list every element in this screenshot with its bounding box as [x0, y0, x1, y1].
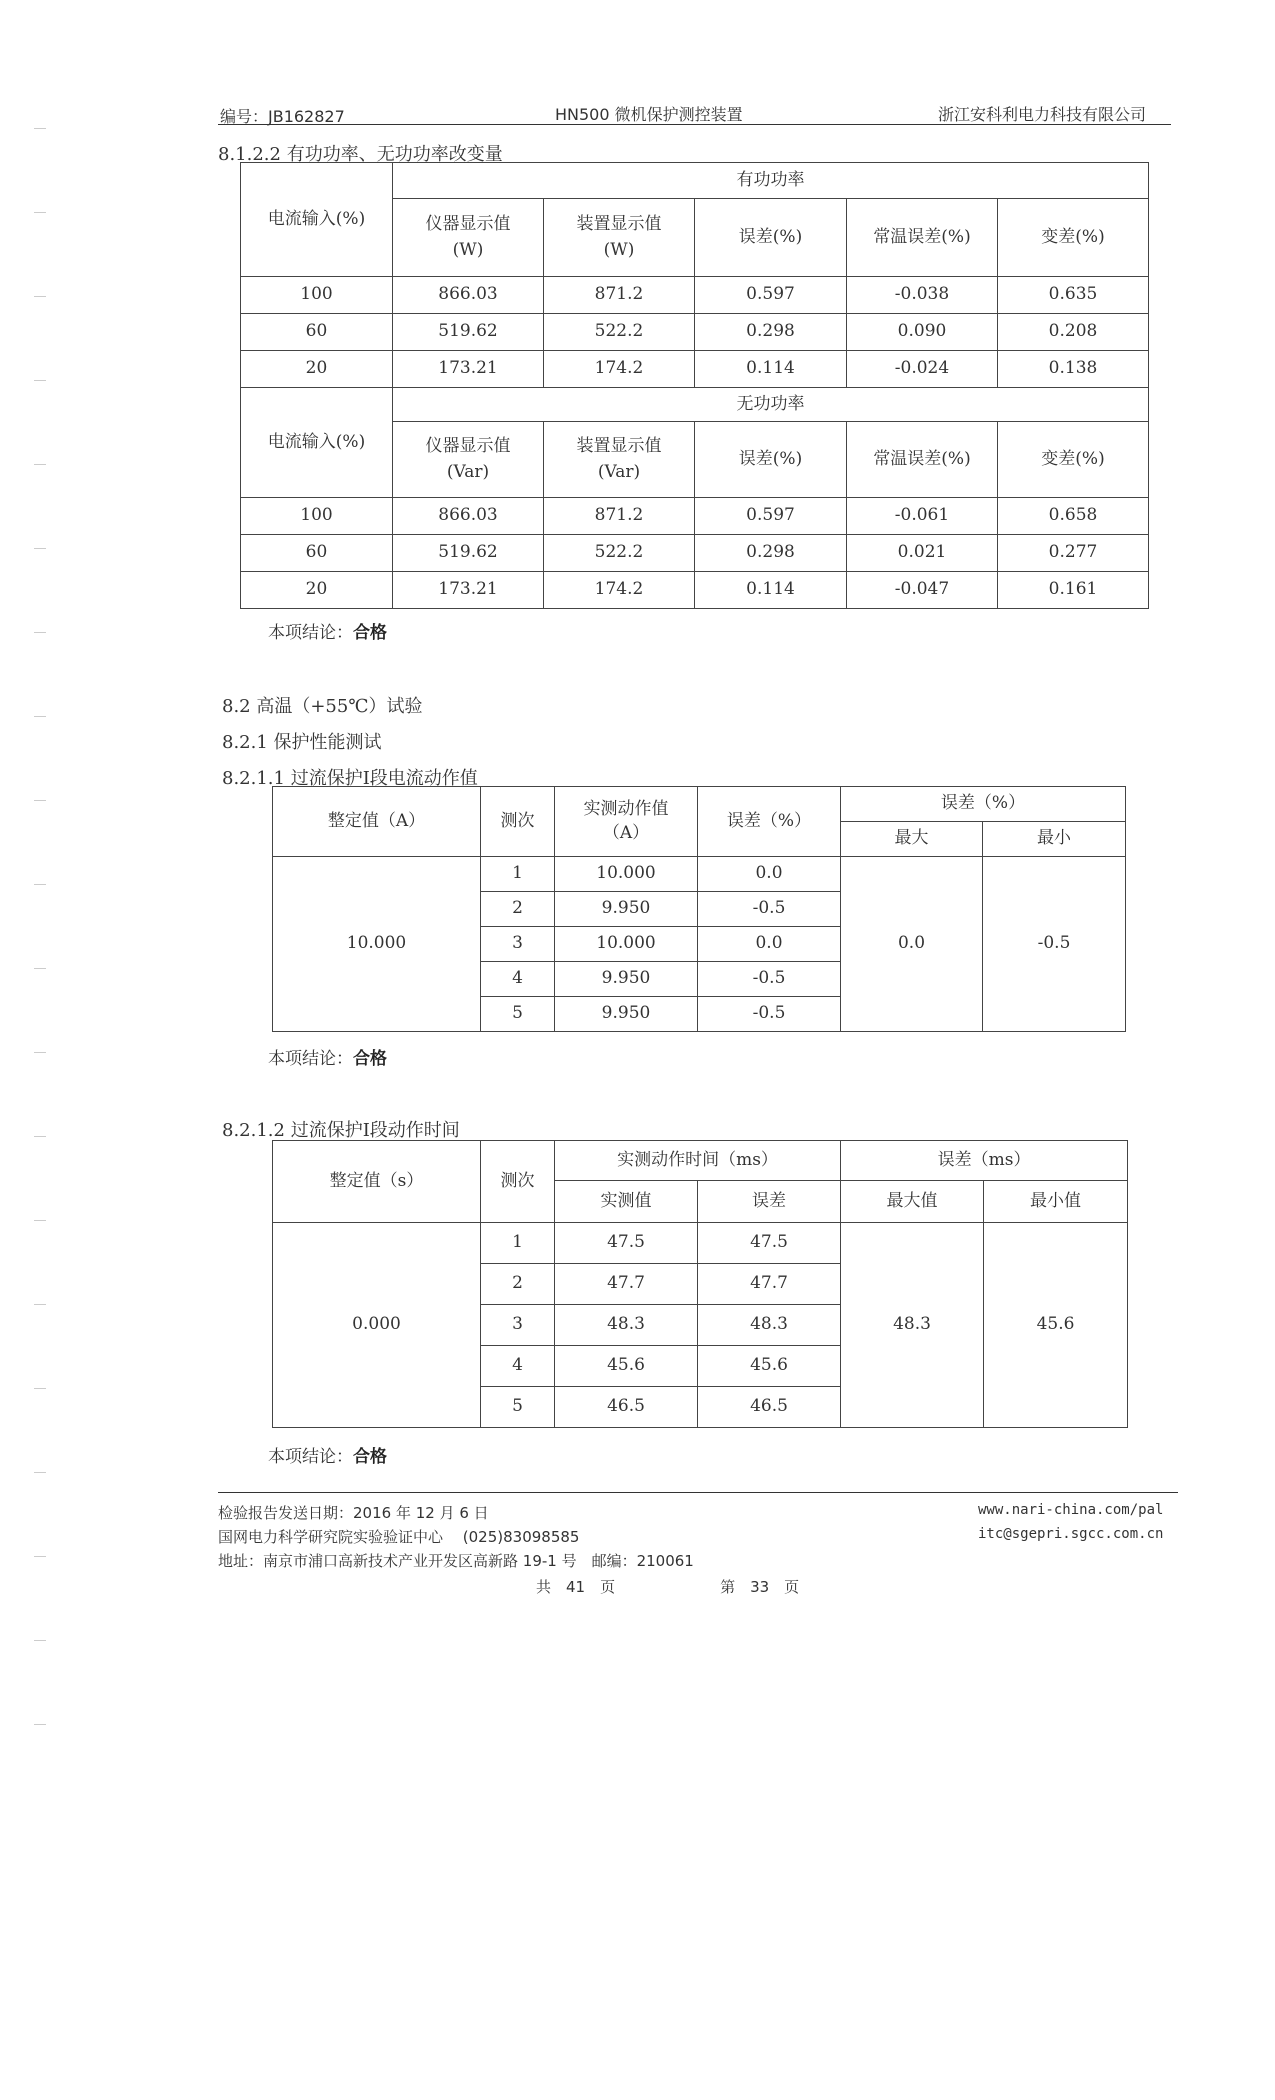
table-cell: 10.000 [555, 857, 698, 892]
table-cell: 0.277 [998, 535, 1149, 572]
scan-mark [34, 548, 46, 549]
section-title-8211: 8.2.1.1 过流保护Ⅰ段电流动作值 [222, 768, 478, 789]
table-cell: 0.597 [695, 277, 847, 314]
header-error-group: 误差（%） [841, 787, 1126, 822]
scan-mark [34, 632, 46, 633]
scan-mark [34, 1136, 46, 1137]
table-cell: 519.62 [393, 314, 544, 351]
header-max: 最大 [841, 822, 983, 857]
conclusion-value: 合格 [353, 1049, 387, 1069]
scan-mark [34, 1388, 46, 1389]
header-setting: 整定值（A） [273, 787, 481, 857]
scan-mark [34, 800, 46, 801]
table-cell: -0.038 [847, 277, 998, 314]
company-name: 浙江安科利电力科技有限公司 [938, 105, 1147, 124]
table-cell: 866.03 [393, 277, 544, 314]
section-title-821: 8.2.1 保护性能测试 [222, 732, 382, 753]
footer-address: 地址：南京市浦口高新技术产业开发区高新路 19-1 号 邮编：210061 [218, 1552, 694, 1570]
section-title-8122: 8.1.2.2 有功功率、无功功率改变量 [218, 144, 503, 165]
conclusion-label: 本项结论： [268, 623, 353, 643]
scan-mark [34, 128, 46, 129]
header-error: 误差(%) [695, 199, 847, 277]
table-cell: 522.2 [544, 314, 695, 351]
setting-value: 0.000 [273, 1223, 481, 1428]
table-cell: 2 [481, 1264, 555, 1305]
header-error: 误差(%) [695, 422, 847, 498]
conclusion-8122 [268, 618, 387, 643]
table-cell: 9.950 [555, 962, 698, 997]
table-cell: 0.021 [847, 535, 998, 572]
table-cell: 0.161 [998, 572, 1149, 609]
table-cell: 9.950 [555, 892, 698, 927]
header-trial: 测次 [481, 1141, 555, 1223]
table-cell: 871.2 [544, 498, 695, 535]
header-error: 误差（%） [698, 787, 841, 857]
header-max: 最大值 [841, 1181, 984, 1223]
table-cell: 20 [241, 572, 393, 609]
scan-mark [34, 296, 46, 297]
table-cell: -0.5 [698, 962, 841, 997]
scan-mark [34, 1304, 46, 1305]
header-setting: 整定值（s） [273, 1141, 481, 1223]
table-cell: 100 [241, 498, 393, 535]
header-trial: 测次 [481, 787, 555, 857]
table-cell: 0.298 [695, 535, 847, 572]
scan-mark [34, 1052, 46, 1053]
table-cell: 45.6 [555, 1346, 698, 1387]
overcurrent-time-table [272, 1140, 1128, 1428]
section-title-82: 8.2 高温（+55℃）试验 [222, 696, 423, 717]
table-cell: -0.061 [847, 498, 998, 535]
table-cell: -0.5 [698, 997, 841, 1032]
table-cell: 0.0 [698, 857, 841, 892]
table-cell: 46.5 [698, 1387, 841, 1428]
scan-mark [34, 884, 46, 885]
table-cell: 100 [241, 277, 393, 314]
table-cell: 1 [481, 1223, 555, 1264]
header-error-group: 误差（ms） [841, 1141, 1128, 1181]
scan-mark [34, 1640, 46, 1641]
footer-web: www.nari-china.com/pal [978, 1502, 1164, 1518]
table-cell: 47.7 [555, 1264, 698, 1305]
table-cell: 0.597 [695, 498, 847, 535]
table-cell: 0.0 [698, 927, 841, 962]
min-error-value: -0.5 [983, 857, 1126, 1032]
header-min: 最小 [983, 822, 1126, 857]
table-cell: 174.2 [544, 351, 695, 388]
table-cell: -0.024 [847, 351, 998, 388]
table-cell: 871.2 [544, 277, 695, 314]
footer-date: 检验报告发送日期：2016 年 12 月 6 日 [218, 1504, 489, 1522]
scan-mark [34, 1556, 46, 1557]
table-cell: 48.3 [555, 1305, 698, 1346]
table-cell: 519.62 [393, 535, 544, 572]
conclusion-value: 合格 [353, 1447, 387, 1467]
scan-mark [34, 1472, 46, 1473]
max-error-value: 0.0 [841, 857, 983, 1032]
table-cell: -0.5 [698, 892, 841, 927]
table-cell: 60 [241, 314, 393, 351]
header-variation: 变差(%) [998, 422, 1149, 498]
table-cell: 47.7 [698, 1264, 841, 1305]
header-instrument-value: 仪器显示值 (W) [393, 199, 544, 277]
table-cell: 173.21 [393, 351, 544, 388]
scan-mark [34, 380, 46, 381]
footer-pages: 共 41 页 第 33 页 [536, 1578, 800, 1596]
table-cell: 45.6 [698, 1346, 841, 1387]
table-cell: 3 [481, 1305, 555, 1346]
header-device-value: 装置显示值 (Var) [544, 422, 695, 498]
table-cell: 47.5 [698, 1223, 841, 1264]
header-current-input: 电流输入(%) [241, 388, 393, 498]
table-cell: 2 [481, 892, 555, 927]
table-cell: 174.2 [544, 572, 695, 609]
header-instrument-value: 仪器显示值 (Var) [393, 422, 544, 498]
power-change-table [240, 162, 1149, 609]
setting-value: 10.000 [273, 857, 481, 1032]
table-cell: 60 [241, 535, 393, 572]
table-cell: 48.3 [698, 1305, 841, 1346]
table-cell: 20 [241, 351, 393, 388]
scan-mark [34, 1724, 46, 1725]
table-cell: 522.2 [544, 535, 695, 572]
footer-email: itc@sgepri.sgcc.com.cn [978, 1526, 1164, 1542]
conclusion-value: 合格 [353, 623, 387, 643]
header-variation: 变差(%) [998, 199, 1149, 277]
table-cell: 47.5 [555, 1223, 698, 1264]
header-measured: 实测动作值 （A） [555, 787, 698, 857]
table-cell: 0.090 [847, 314, 998, 351]
table-cell: 0.138 [998, 351, 1149, 388]
table-cell: 10.000 [555, 927, 698, 962]
conclusion-label: 本项结论： [268, 1049, 353, 1069]
header-normal-temp-error: 常温误差(%) [847, 422, 998, 498]
table-cell: 0.658 [998, 498, 1149, 535]
scan-mark [34, 212, 46, 213]
table-cell: 173.21 [393, 572, 544, 609]
overcurrent-value-table [272, 786, 1126, 1032]
product-name: HN500 微机保护测控装置 [555, 105, 743, 124]
active-power-group-header: 有功功率 [393, 163, 1149, 199]
table-cell: 1 [481, 857, 555, 892]
header-device-value: 装置显示值 (W) [544, 199, 695, 277]
header-current-input: 电流输入(%) [241, 163, 393, 277]
table-cell: 0.114 [695, 572, 847, 609]
conclusion-8212 [268, 1442, 387, 1467]
header-normal-temp-error: 常温误差(%) [847, 199, 998, 277]
conclusion-label: 本项结论： [268, 1447, 353, 1467]
scan-mark [34, 464, 46, 465]
min-error-value: 45.6 [984, 1223, 1128, 1428]
table-cell: 46.5 [555, 1387, 698, 1428]
scan-mark [34, 716, 46, 717]
scan-mark [34, 968, 46, 969]
table-cell: 9.950 [555, 997, 698, 1032]
footer-org: 国网电力科学研究院实验验证中心 (025)83098585 [218, 1528, 580, 1546]
reactive-power-group-header: 无功功率 [393, 388, 1149, 422]
table-cell: 3 [481, 927, 555, 962]
header-measured: 实测值 [555, 1181, 698, 1223]
table-cell: -0.047 [847, 572, 998, 609]
header-min: 最小值 [984, 1181, 1128, 1223]
table-cell: 866.03 [393, 498, 544, 535]
conclusion-8211 [268, 1044, 387, 1069]
scan-mark [34, 1220, 46, 1221]
header-rule [218, 124, 1171, 125]
footer-rule [218, 1492, 1178, 1493]
table-cell: 4 [481, 962, 555, 997]
section-title-8212: 8.2.1.2 过流保护Ⅰ段动作时间 [222, 1120, 460, 1141]
table-cell: 0.298 [695, 314, 847, 351]
table-cell: 5 [481, 1387, 555, 1428]
header-error: 误差 [698, 1181, 841, 1223]
report-number: 编号：JB162827 [220, 107, 345, 126]
table-cell: 0.114 [695, 351, 847, 388]
table-cell: 4 [481, 1346, 555, 1387]
header-measured-group: 实测动作时间（ms） [555, 1141, 841, 1181]
table-cell: 5 [481, 997, 555, 1032]
max-error-value: 48.3 [841, 1223, 984, 1428]
table-cell: 0.635 [998, 277, 1149, 314]
table-cell: 0.208 [998, 314, 1149, 351]
